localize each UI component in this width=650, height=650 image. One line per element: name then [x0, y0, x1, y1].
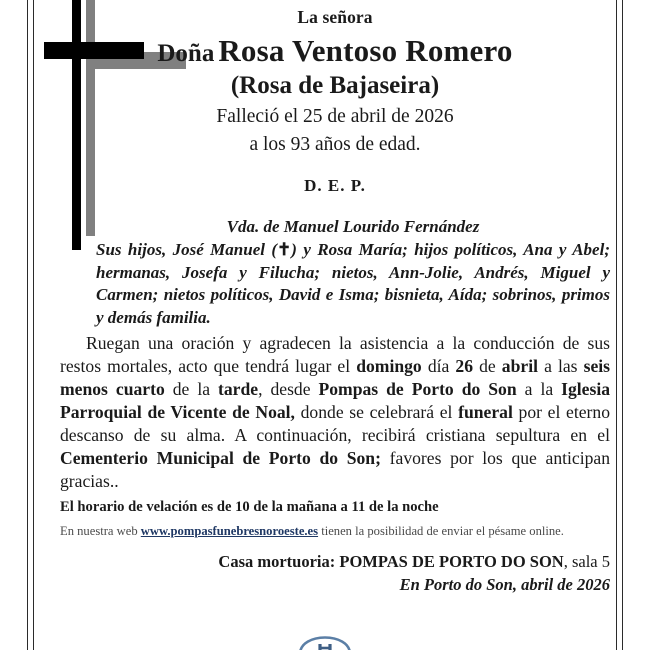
condolences-web-line: [60, 524, 610, 539]
bold-weekday: domingo: [356, 356, 422, 377]
death-date-line: Falleció el 25 de abril de 2026: [216, 105, 454, 127]
widow-line: Vda. de Manuel Lourido Fernández: [226, 217, 480, 237]
border-rule-right-inner: [622, 0, 623, 650]
bold-funeral-home: Pompas de Porto do Son: [318, 379, 517, 400]
relatives-suffix: ) y Rosa María; hijos políticos, Ana y Abel; hermanas, Josefa y Filucha; nietos, Ann-Jolie, Andrés, Miguel y Carmen; nietos políticos, David e Isma; bisnieta, Aída; sobrinos, primos y demás familia.: [96, 240, 610, 327]
mortuary-label: Casa mortuoria:: [218, 551, 336, 571]
border-rule-left-inner: [33, 0, 34, 650]
notice-content: [46, 0, 620, 596]
text-seg-6: , desde: [258, 379, 319, 400]
bold-time: seis menos cuarto: [60, 356, 610, 400]
text-seg-1: Ruegan una oración y agradecen la asistencia a la conducción de sus restos mortales, acto que tendrá lugar el: [60, 333, 610, 377]
deceased-alias: (Rosa de Bajaseira): [230, 72, 440, 100]
text-seg-3: de: [473, 356, 502, 377]
bold-funeral-word: funeral: [458, 402, 513, 423]
bold-cemetery: Cementerio Municipal de Porto do Son;: [60, 447, 381, 468]
funeral-details-paragraph: [60, 332, 610, 492]
text-seg-4: a las: [537, 356, 584, 377]
text-seg-2: día: [421, 356, 456, 377]
name-honorific: Doña: [157, 39, 215, 67]
deceased-name: [60, 32, 610, 68]
bold-church: Iglesia Parroquial de Vicente de Noal,: [60, 379, 610, 423]
web-suffix: tienen la posibilidad de enviar el pésame online.: [318, 523, 564, 538]
funeral-home-website-link[interactable]: www.pompasfunebresnoroeste.es: [140, 523, 319, 538]
bold-month: abril: [501, 356, 538, 377]
dagger-icon: ✝: [277, 240, 292, 259]
relatives-list: [96, 239, 610, 329]
age-line: a los 93 años de edad.: [249, 133, 421, 155]
name-full: Rosa Ventoso Romero: [218, 32, 513, 68]
relatives-prefix: Sus hijos, José Manuel (: [96, 240, 278, 259]
text-seg-9: por el eterno descanso de su alma. A continuación, recibirá cristiana sepultura en el: [60, 402, 610, 445]
mortuary-line: [60, 551, 610, 572]
bold-day-number: 26: [455, 356, 473, 377]
mortuary-place: POMPAS DE PORTO DO SON: [335, 551, 564, 571]
family-block: [60, 216, 610, 329]
web-prefix: En nuestra web: [60, 523, 141, 538]
text-seg-7: a la: [516, 379, 562, 400]
border-rule-left-outer: [27, 0, 28, 650]
funeral-home-logo: [0, 624, 650, 650]
text-seg-10: favores por los que anticipan gracias..: [60, 447, 611, 491]
text-seg-8: donde se celebrará el: [294, 402, 459, 423]
mortuary-room: , sala 5: [563, 551, 610, 571]
place-date-signoff: En Porto do Son, abril de 2026: [399, 575, 610, 595]
salutation: La señora: [297, 7, 373, 27]
bold-daypart: tarde: [218, 379, 259, 400]
rest-in-peace: D. E. P.: [304, 176, 366, 196]
text-seg-5: de la: [164, 379, 219, 400]
vigil-hours: El horario de velación es de 10 de la mañana a 11 de la noche: [60, 499, 439, 516]
